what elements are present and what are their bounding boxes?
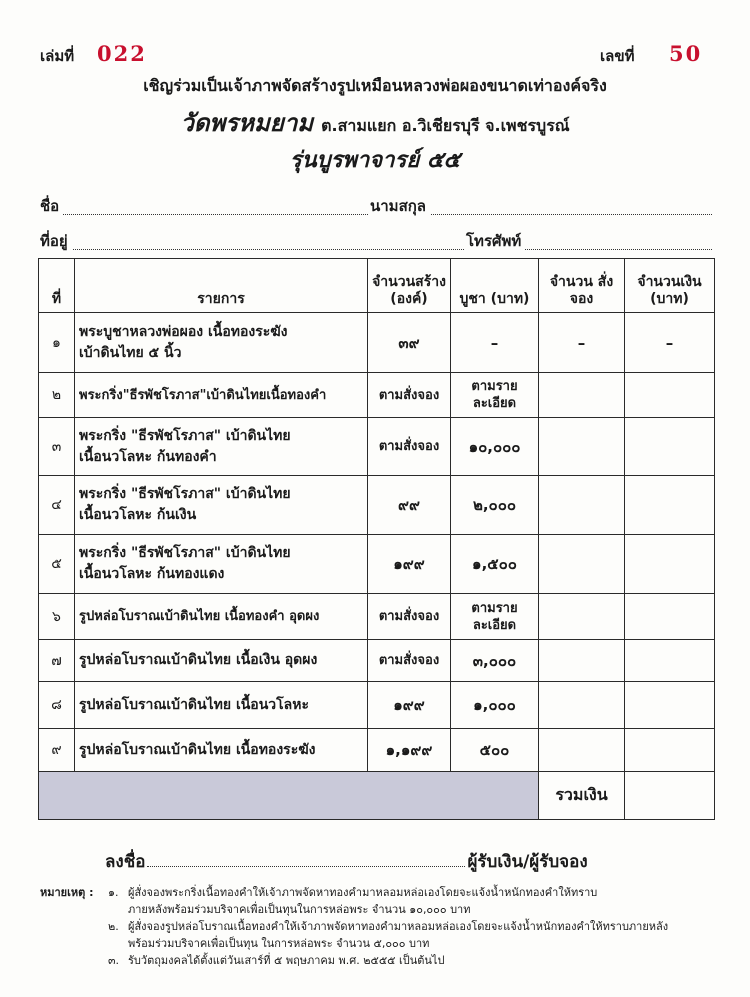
temple-line <box>0 103 750 142</box>
item-line: พระบูชาหลวงพ่อผอง เนื้อทองระฆัง <box>79 323 288 340</box>
row-price: ๓,๐๐๐ <box>451 640 539 682</box>
table-row <box>39 373 715 418</box>
note-text-cont: ภายหลังพร้อมร่วมบริจาคเพื่อเป็นทุนในการหล่อพระ จำนวน ๑๐,๐๐๐ บาท <box>128 903 471 916</box>
item-line: เนื้อนวโลหะ ก้นเงิน <box>79 507 197 523</box>
note-number: ๑. <box>108 886 119 899</box>
item-line: พระกริ่ง "ธีรพัชโรภาส" เบ้าดินไทย <box>79 486 291 502</box>
total-label: รวมเงิน <box>539 772 625 820</box>
row-amount[interactable] <box>625 476 715 535</box>
row-reserve[interactable] <box>539 373 625 418</box>
row-made: ๑๙๙ <box>368 682 451 729</box>
row-price: ตามราย ละเอียด <box>451 373 539 418</box>
note-text: ผู้สั่งจองรูปหล่อโบราณเนื้อทองคำให้เจ้าภาพจัดหาทองคำมาหลอมหล่อเองโดยจะแจ้งน้ำหนักทองคำให้ทราบภายหลัง <box>128 920 669 933</box>
surname-field[interactable] <box>440 196 710 212</box>
name-label: ชื่อ <box>40 194 63 218</box>
row-no: ๕ <box>39 535 75 594</box>
sign-label: ลงชื่อ <box>105 852 146 872</box>
temple-name: วัดพรหมยาม <box>180 109 314 137</box>
item-line: เนื้อนวโลหะ ก้นทองคำ <box>79 448 217 465</box>
row-no: ๘ <box>39 682 75 729</box>
order-table <box>38 258 715 820</box>
row-made: ตามสั่งจอง <box>368 640 451 682</box>
address-label: ที่อยู่ <box>40 229 72 253</box>
row-no: ๖ <box>39 594 75 640</box>
temple-address: ต.สามแยก อ.วิเชียรบุรี จ.เพชรบูรณ์ <box>321 116 570 135</box>
row-amount[interactable] <box>625 594 715 640</box>
row-made: ตามสั่งจอง <box>368 418 451 476</box>
row-price: ตามราย ละเอียด <box>451 594 539 640</box>
row-amount[interactable] <box>625 729 715 772</box>
note-item <box>40 884 730 901</box>
note-item <box>40 952 730 969</box>
item-line: พระกริ่ง"ธีรพัชโรภาส"เบ้าดินไทยเนื้อทองคำ <box>79 387 327 403</box>
item-line: เนื้อนวโลหะ ก้นทองแดง <box>79 566 225 582</box>
signature-line <box>105 848 588 875</box>
row-reserve[interactable] <box>539 535 625 594</box>
row-item <box>75 640 368 682</box>
row-no: ๙ <box>39 729 75 772</box>
row-price: ๒,๐๐๐ <box>451 476 539 535</box>
row-made: ๙๙ <box>368 476 451 535</box>
row-made: ตามสั่งจอง <box>368 594 451 640</box>
header-no: ที่ <box>39 259 75 313</box>
number-label: เลขที่ <box>600 47 635 65</box>
notes <box>40 884 730 969</box>
row-no: ๒ <box>39 373 75 418</box>
note-text-cont: พร้อมร่วมบริจาคเพื่อเป็นทุน ในการหล่อพระ จำนวน ๕,๐๐๐ บาท <box>128 937 430 950</box>
table-header-row <box>39 259 715 313</box>
row-made: ๑๙๙ <box>368 535 451 594</box>
row-item <box>75 313 368 373</box>
row-amount[interactable]: – <box>625 313 715 373</box>
total-amount[interactable] <box>625 772 715 820</box>
note-number: ๓. <box>108 954 120 967</box>
item-line: พระกริ่ง "ธีรพัชโรภาส" เบ้าดินไทย <box>79 545 291 561</box>
book-label: เล่มที่ <box>40 47 75 65</box>
signature-field[interactable] <box>147 866 465 867</box>
item-line: เบ้าดินไทย ๕ นิ้ว <box>79 344 182 361</box>
row-no: ๔ <box>39 476 75 535</box>
address-field[interactable] <box>85 231 415 247</box>
row-no: ๗ <box>39 640 75 682</box>
row-amount[interactable] <box>625 682 715 729</box>
note-text: รับวัตถุมงคลได้ตั้งแต่วันเสาร์ที่ ๕ พฤษภาคม พ.ศ. ๒๕๕๕ เป็นต้นไป <box>128 954 445 967</box>
phone-field[interactable] <box>535 231 710 247</box>
book-number: 022 <box>97 41 147 66</box>
note-text: ผู้สั่งจองพระกริ่งเนื้อทองคำให้เจ้าภาพจัดหาทองคำมาหลอมหล่อเองโดยจะแจ้งน้ำหนักทองคำให้ทราบ <box>128 886 598 899</box>
row-reserve[interactable] <box>539 682 625 729</box>
row-no: ๑ <box>39 313 75 373</box>
header-amount: จำนวนเงิน (บาท) <box>625 259 715 313</box>
row-item <box>75 418 368 476</box>
item-line: รูปหล่อโบราณเบ้าดินไทย เนื้อทองคำ อุดผง <box>79 609 320 624</box>
item-line: รูปหล่อโบราณเบ้าดินไทย เนื้อเงิน อุดผง <box>79 652 318 668</box>
table-row <box>39 640 715 682</box>
table-row <box>39 418 715 476</box>
shaded-area <box>39 772 539 820</box>
row-reserve[interactable] <box>539 729 625 772</box>
item-line: รูปหล่อโบราณเบ้าดินไทย เนื้อทองระฆัง <box>79 741 316 758</box>
total-row <box>39 772 715 820</box>
header-price: บูชา (บาท) <box>451 259 539 313</box>
row-price: ๑,๐๐๐ <box>451 682 539 729</box>
header-made: จำนวนสร้าง (องค์) <box>368 259 451 313</box>
row-price: ๕๐๐ <box>451 729 539 772</box>
header-reserve: จำนวน สั่งจอง <box>539 259 625 313</box>
table-row <box>39 535 715 594</box>
number-value: 50 <box>669 41 703 66</box>
row-price: ๑,๕๐๐ <box>451 535 539 594</box>
row-item <box>75 373 368 418</box>
row-amount[interactable] <box>625 418 715 476</box>
note-number: ๒. <box>108 920 119 933</box>
row-item <box>75 535 368 594</box>
row-reserve[interactable] <box>539 640 625 682</box>
row-item <box>75 476 368 535</box>
item-line: พระกริ่ง "ธีรพัชโรภาส" เบ้าดินไทย <box>79 427 291 444</box>
row-no: ๓ <box>39 418 75 476</box>
row-reserve[interactable] <box>539 594 625 640</box>
row-reserve[interactable]: – <box>539 313 625 373</box>
row-made: ๑,๑๙๙ <box>368 729 451 772</box>
notes-title: หมายเหตุ : <box>40 886 94 899</box>
table-row <box>39 682 715 729</box>
row-amount[interactable] <box>625 640 715 682</box>
row-reserve[interactable] <box>539 476 625 535</box>
phone-label: โทรศัพท์ <box>464 229 525 253</box>
table-row <box>39 594 715 640</box>
series-title: รุ่นบูรพาจารย์ ๕๕ <box>289 148 461 173</box>
row-price: – <box>451 313 539 373</box>
note-item <box>40 918 730 935</box>
item-line: รูปหล่อโบราณเบ้าดินไทย เนื้อนวโลหะ <box>79 696 309 713</box>
row-item <box>75 682 368 729</box>
row-price: ๑๐,๐๐๐ <box>451 418 539 476</box>
invitation-heading: เชิญร่วมเป็นเจ้าภาพจัดสร้างรูปเหมือนหลวงพ่อผองขนาดเท่าองค์จริง <box>143 76 607 95</box>
table-row <box>39 476 715 535</box>
row-item <box>75 594 368 640</box>
surname-label: นามสกุล <box>368 194 430 218</box>
signature-role: ผู้รับเงิน/ผู้รับจอง <box>467 852 588 872</box>
table-row <box>39 729 715 772</box>
row-amount[interactable] <box>625 373 715 418</box>
table-row <box>39 313 715 373</box>
row-reserve[interactable] <box>539 418 625 476</box>
row-made: ตามสั่งจอง <box>368 373 451 418</box>
header-item: รายการ <box>75 259 368 313</box>
row-made: ๓๙ <box>368 313 451 373</box>
row-item <box>75 729 368 772</box>
row-amount[interactable] <box>625 535 715 594</box>
name-field[interactable] <box>70 196 360 212</box>
